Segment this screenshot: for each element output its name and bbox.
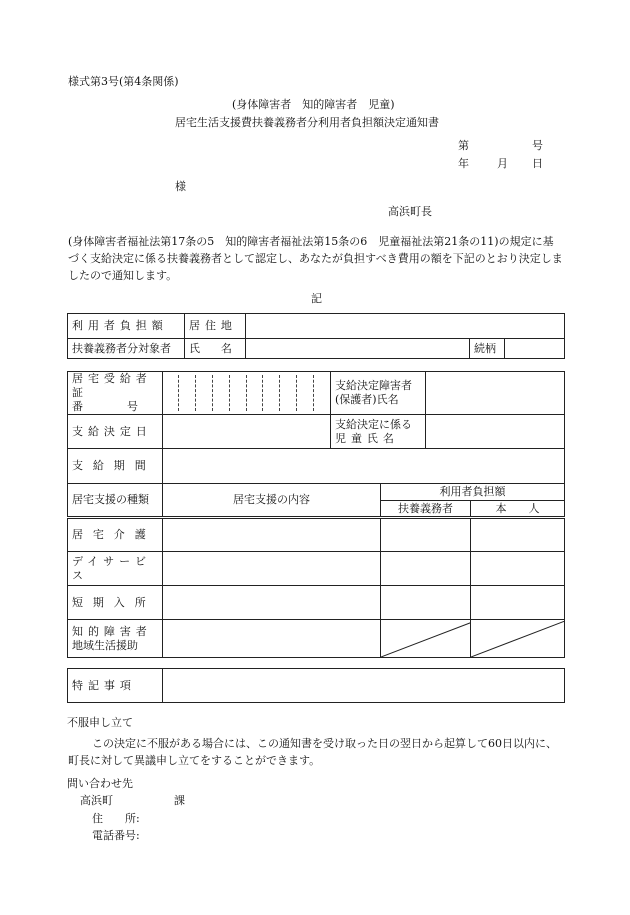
type-day-service: デイサービス: [68, 552, 163, 586]
cert-number-label: [68, 372, 163, 415]
period-field[interactable]: [163, 449, 565, 484]
relation-field[interactable]: [505, 339, 565, 359]
type-short-stay: 短期入所: [68, 586, 163, 620]
address-label: 居住地: [185, 314, 246, 339]
home-care-self[interactable]: [471, 518, 565, 552]
digit-box: [229, 375, 246, 411]
number-label-last: 号: [532, 139, 543, 152]
digit-box: [163, 375, 178, 411]
digit-box: [246, 375, 263, 411]
contact-address-label: 住 所:: [92, 812, 140, 825]
document-title: 居宅生活支援費扶養義務者分利用者負担額決定通知書: [175, 116, 439, 129]
digit-box: [262, 375, 279, 411]
category-line: (身体障害者 知的障害者 児童): [232, 98, 395, 111]
obligor-header: 扶養義務者: [381, 501, 471, 518]
group-living-line2: 地域生活援助: [72, 638, 138, 652]
date-year: 年: [458, 157, 469, 170]
home-care-obligor[interactable]: [381, 518, 471, 552]
relation-label: 続柄: [470, 339, 505, 359]
short-stay-obligor[interactable]: [381, 586, 471, 620]
group-living-line1: 知的障害者: [72, 624, 152, 638]
digit-box: [296, 375, 313, 411]
diagonal-strike: [381, 621, 471, 657]
day-service-content[interactable]: [163, 552, 381, 586]
number-label-first: 第: [458, 139, 469, 152]
decision-date-field[interactable]: [163, 415, 331, 449]
child-label-line2: 児童氏名: [335, 431, 399, 445]
home-care-content[interactable]: [163, 518, 381, 552]
cert-label-line2: 番 号: [72, 400, 138, 413]
form-number: 様式第3号(第4条関係): [68, 75, 179, 88]
guardian-name-label: [331, 372, 426, 415]
day-service-self[interactable]: [471, 552, 565, 586]
period-label: 支給期間: [68, 449, 163, 484]
contact-office: 高浜町: [80, 794, 113, 807]
guardian-label-line2: (保護者)氏名: [335, 393, 399, 406]
guardian-name-field[interactable]: [426, 372, 565, 415]
appeal-text: この決定に不服がある場合には、この通知書を受け取った日の翌日から起算して60日以内に、町長に対して異議申し立てをすることができます。: [68, 737, 557, 767]
type-header: 居宅支援の種類: [68, 484, 163, 518]
digit-box: [279, 375, 296, 411]
name-label: 氏 名: [185, 339, 246, 359]
addressee-suffix: 様: [175, 180, 186, 193]
date-month: 月: [497, 157, 508, 170]
diagonal-strike: [471, 621, 565, 657]
short-stay-content[interactable]: [163, 586, 381, 620]
notes-table: [67, 668, 565, 703]
short-stay-self[interactable]: [471, 586, 565, 620]
group-living-self: [471, 620, 565, 658]
contact-phone-label: 電話番号:: [92, 829, 140, 842]
cert-digit-boxes: [163, 375, 330, 411]
digit-box: [313, 375, 330, 411]
group-living-content[interactable]: [163, 620, 381, 658]
intro-paragraph: (身体障害者福祉法第17条の5 知的障害者福祉法第15条の6 児童福祉法第21条の11)の規定に基づく支給決定に係る扶養義務者として認定し、あなたが負担すべき費用の額を下記のとおり決定しましたので通知します。: [68, 235, 563, 282]
cert-label-line1: 居宅受給者証: [72, 372, 152, 399]
type-group-living: [68, 620, 163, 658]
digit-box: [212, 375, 229, 411]
child-name-field[interactable]: [426, 415, 565, 449]
self-header: 本 人: [471, 501, 565, 518]
notes-field[interactable]: [163, 669, 565, 703]
appeal-heading: 不服申し立て: [67, 716, 133, 729]
day-service-obligor[interactable]: [381, 552, 471, 586]
ki-label: 記: [311, 292, 322, 305]
issuer: 高浜町長: [388, 205, 432, 218]
guardian-label-line1: 支給決定障害者: [335, 379, 412, 392]
child-label-line1: 支給決定に係る: [335, 417, 412, 431]
date-day: 日: [532, 157, 543, 170]
name-field[interactable]: [246, 339, 470, 359]
content-header: 居宅支援の内容: [163, 484, 381, 518]
contact-section: 課: [174, 794, 185, 807]
target-person-table: [67, 313, 565, 359]
digit-box: [178, 375, 195, 411]
row-head-target: 扶養義務者分対象者: [68, 339, 185, 359]
type-home-care: 居宅介護: [68, 518, 163, 552]
notes-label: 特記事項: [68, 669, 163, 703]
row-head-burden: 利用者負担額: [68, 314, 185, 339]
digit-box: [195, 375, 212, 411]
child-name-label: [331, 415, 426, 449]
group-living-obligor: [381, 620, 471, 658]
burden-header: 利用者負担額: [381, 484, 565, 501]
decision-date-label: 支給決定日: [68, 415, 163, 449]
support-table: [67, 371, 565, 658]
contact-heading: 問い合わせ先: [67, 777, 133, 790]
cert-number-field[interactable]: [163, 372, 331, 415]
address-field[interactable]: [246, 314, 565, 339]
